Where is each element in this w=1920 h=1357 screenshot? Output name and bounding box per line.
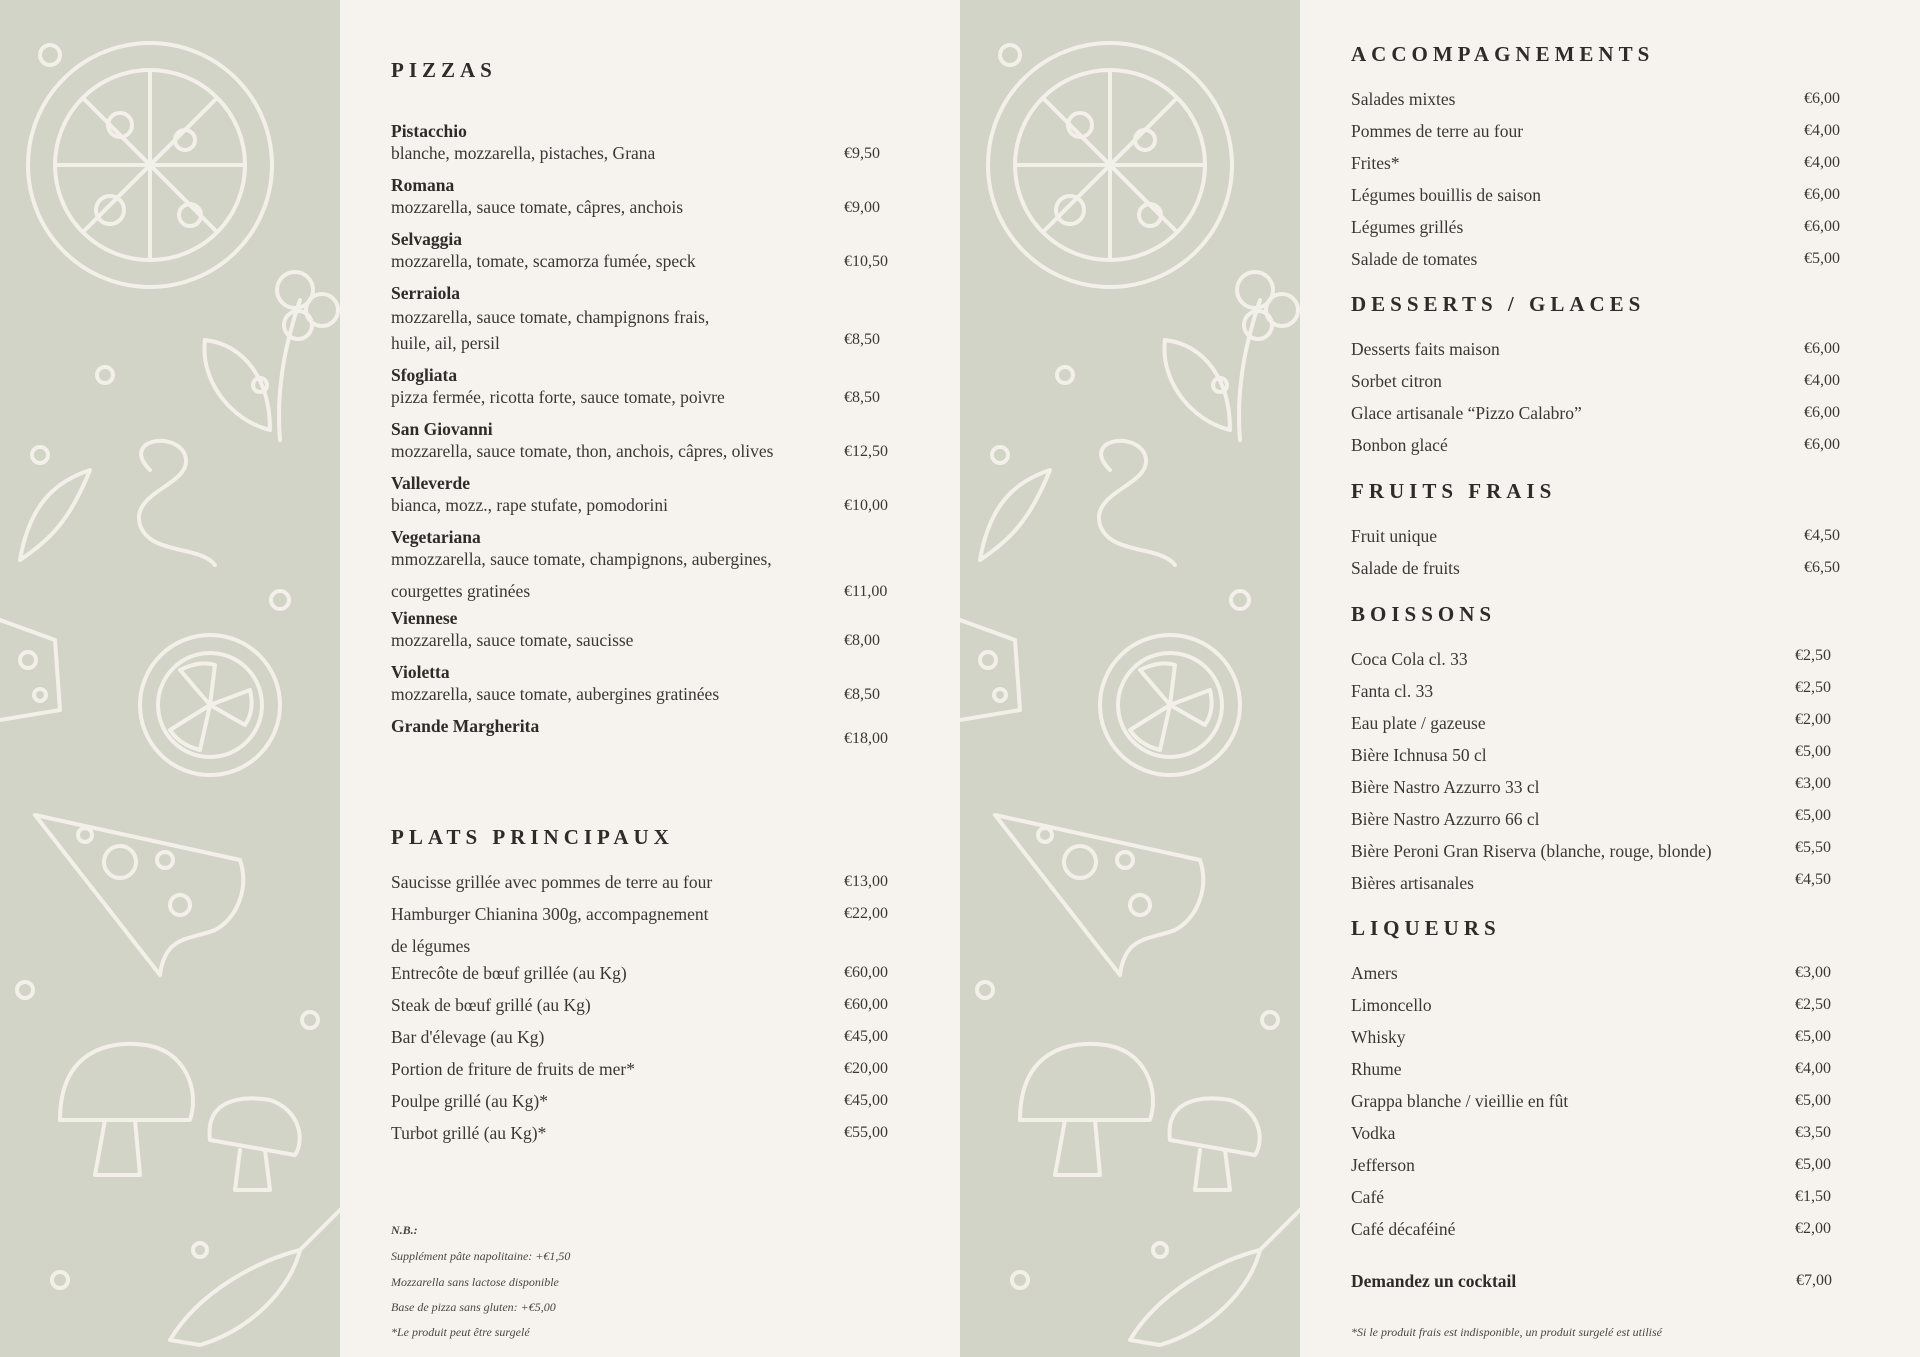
item-label: Portion de friture de fruits de mer*: [391, 1059, 635, 1079]
pizza-price: €11,00: [844, 583, 888, 600]
plat-row: [391, 963, 911, 987]
pizza-item: [391, 365, 911, 409]
item-price: €60,00: [844, 964, 888, 981]
item-label: Rhume: [1351, 1059, 1402, 1079]
pizza-slice-icon: [995, 815, 1203, 975]
note-line: Supplément pâte napolitaine: +€1,50: [391, 1249, 571, 1263]
section-title-desserts: DESSERTS / GLACES: [1351, 292, 1646, 316]
item-label: Jefferson: [1351, 1155, 1415, 1175]
pizza-description: huile, ail, persil: [391, 333, 500, 353]
mushroom-icon: [60, 1044, 300, 1190]
item-label: Saucisse grillée avec pommes de terre au four: [391, 872, 713, 892]
item-price: €2,50: [1795, 647, 1831, 664]
item-price: €6,00: [1804, 404, 1840, 421]
section-title-plats: PLATS PRINCIPAUX: [391, 825, 674, 849]
item-price: €2,00: [1795, 711, 1831, 728]
pizza-price: €8,50: [844, 389, 880, 406]
plat-row: [391, 872, 911, 896]
pizza-item: [391, 716, 911, 760]
item-price: €3,50: [1795, 1124, 1831, 1141]
pizza-price: €18,00: [844, 730, 888, 747]
item-price: €5,00: [1795, 743, 1831, 760]
pizza-price: €9,00: [844, 199, 880, 216]
pizza-name: Valleverde: [391, 473, 471, 493]
liqueur-row: [1351, 1027, 1851, 1051]
item-price: €2,50: [1795, 679, 1831, 696]
item-price: €6,00: [1804, 340, 1840, 357]
section-title-fruits: FRUITS FRAIS: [1351, 479, 1557, 503]
cheese-icon: [0, 620, 60, 720]
item-label: Hamburger Chianina 300g, accompagnement: [391, 904, 709, 924]
accompagnement-row: [1351, 185, 1851, 209]
item-label: Vodka: [1351, 1123, 1396, 1143]
item-price: €2,00: [1795, 1220, 1831, 1237]
item-price: €20,00: [844, 1060, 888, 1077]
plat-row: [391, 904, 911, 960]
item-price: €60,00: [844, 996, 888, 1013]
item-label: Coca Cola cl. 33: [1351, 649, 1468, 669]
item-price: €4,00: [1804, 372, 1840, 389]
item-label: Bière Peroni Gran Riserva (blanche, rouge, blonde): [1351, 841, 1712, 861]
doodle-strip-middle: [960, 0, 1300, 1357]
item-label: Bonbon glacé: [1351, 435, 1448, 455]
pizza-price: €9,50: [844, 145, 880, 162]
item-label: Amers: [1351, 963, 1398, 983]
item-label: Turbot grillé (au Kg)*: [391, 1123, 547, 1143]
pizza-name: Violetta: [391, 662, 450, 682]
item-label: Salade de fruits: [1351, 558, 1460, 578]
pizza-item: [391, 419, 911, 463]
item-label: Pommes de terre au four: [1351, 121, 1524, 141]
liqueur-row: [1351, 1155, 1851, 1179]
pizza-price: €8,50: [844, 331, 880, 348]
notes-title: N.B.:: [391, 1223, 418, 1237]
item-label: Grappa blanche / vieillie en fût: [1351, 1091, 1569, 1111]
item-price: €5,00: [1795, 1156, 1831, 1173]
boisson-row: [1351, 713, 1851, 737]
boisson-row: [1351, 681, 1851, 705]
item-label: Fruit unique: [1351, 526, 1438, 546]
pizza-slice-icon: [35, 815, 243, 975]
item-label: Sorbet citron: [1351, 371, 1442, 391]
item-label: Poulpe grillé (au Kg)*: [391, 1091, 548, 1111]
item-label: Desserts faits maison: [1351, 339, 1500, 359]
note-line: Mozzarella sans lactose disponible: [391, 1275, 559, 1289]
item-label: Steak de bœuf grillé (au Kg): [391, 995, 591, 1015]
item-label: Frites*: [1351, 153, 1400, 173]
pizza-price: €8,50: [844, 686, 880, 703]
pizza-description: mozzarella, sauce tomate, thon, anchois, câpres, olives: [391, 441, 774, 461]
dessert-row: [1351, 371, 1851, 395]
pizza-price: €8,00: [844, 632, 880, 649]
liqueur-row: [1351, 1123, 1851, 1147]
item-price: €4,50: [1795, 871, 1831, 888]
item-label: Bières artisanales: [1351, 873, 1474, 893]
liqueur-row: [1351, 963, 1851, 987]
item-label: Salades mixtes: [1351, 89, 1456, 109]
pizza-item: [391, 229, 911, 273]
pizza-description: mozzarella, sauce tomate, saucisse: [391, 630, 634, 650]
item-price: €6,00: [1804, 90, 1840, 107]
dessert-row: [1351, 403, 1851, 427]
item-label: Fanta cl. 33: [1351, 681, 1434, 701]
plat-row: [391, 1091, 911, 1115]
note-line: Base de pizza sans gluten: +€5,00: [391, 1300, 556, 1314]
item-label: Glace artisanale “Pizzo Calabro”: [1351, 403, 1582, 423]
item-price: €5,00: [1795, 1028, 1831, 1045]
pizza-name: San Giovanni: [391, 419, 493, 439]
pizza-item: [391, 608, 911, 652]
plat-row: [391, 1123, 911, 1147]
item-label: Whisky: [1351, 1027, 1406, 1047]
item-label: Bière Nastro Azzurro 33 cl: [1351, 777, 1540, 797]
item-price: €2,50: [1795, 996, 1831, 1013]
item-price: €13,00: [844, 873, 888, 890]
doodle-strip-left: [0, 0, 340, 1357]
plat-row: [391, 1059, 911, 1083]
item-label: Légumes grillés: [1351, 217, 1464, 237]
cheese-icon: [960, 620, 1020, 720]
pizza-price: €12,50: [844, 443, 888, 460]
tomato-slice-icon: [140, 635, 280, 775]
basil-icon: [204, 272, 338, 440]
item-price: €3,00: [1795, 775, 1831, 792]
pizza-icon: [28, 43, 272, 287]
item-price: €5,00: [1804, 250, 1840, 267]
item-label: Bar d'élevage (au Kg): [391, 1027, 545, 1047]
pizza-name: Vegetariana: [391, 527, 481, 547]
pizza-description: mmozzarella, sauce tomate, champignons, aubergines,: [391, 549, 772, 569]
note-line: *Le produit peut être surgelé: [391, 1325, 530, 1339]
boisson-row: [1351, 873, 1851, 897]
boisson-row: [1351, 809, 1851, 833]
item-label: Café décaféiné: [1351, 1219, 1456, 1239]
plat-row: [391, 995, 911, 1019]
accompagnement-row: [1351, 153, 1851, 177]
pizza-description: bianca, mozz., rape stufate, pomodorini: [391, 495, 668, 515]
accompagnement-row: [1351, 217, 1851, 241]
section-title-boissons: BOISSONS: [1351, 602, 1497, 626]
pizza-description: pizza fermée, ricotta forte, sauce tomate, poivre: [391, 387, 725, 407]
item-price: €5,00: [1795, 807, 1831, 824]
pizza-description: mozzarella, sauce tomate, champignons frais,: [391, 307, 710, 327]
liqueur-row: [1351, 995, 1851, 1019]
pizza-description: mozzarella, sauce tomate, câpres, anchois: [391, 197, 684, 217]
item-label: Limoncello: [1351, 995, 1432, 1015]
section-title-liqueurs: LIQUEURS: [1351, 916, 1501, 940]
liqueur-row: [1351, 1219, 1851, 1243]
item-price: €45,00: [844, 1028, 888, 1045]
accompagnement-row: [1351, 249, 1851, 273]
pizza-item: [391, 527, 911, 599]
section-title-pizzas: PIZZAS: [391, 58, 497, 82]
knife-icon: [1130, 1210, 1300, 1345]
item-label: Légumes bouillis de saison: [1351, 185, 1542, 205]
item-label: Bière Nastro Azzurro 66 cl: [1351, 809, 1540, 829]
item-price: €22,00: [844, 905, 888, 922]
pizza-description: mozzarella, tomate, scamorza fumée, speck: [391, 251, 696, 271]
cocktail-price: €7,00: [1796, 1272, 1832, 1289]
item-price: €5,00: [1795, 1092, 1831, 1109]
item-price: €6,00: [1804, 436, 1840, 453]
pizza-name: Sfogliata: [391, 365, 458, 385]
pizza-description: courgettes gratinées: [391, 581, 531, 601]
plat-row: [391, 1027, 911, 1051]
pizza-name: Pistacchio: [391, 121, 467, 141]
cocktail-row: [1351, 1271, 1841, 1295]
chili-icon: [20, 441, 215, 565]
mushroom-icon: [1020, 1044, 1260, 1190]
pizza-item: [391, 662, 911, 706]
item-label: Salade de tomates: [1351, 249, 1478, 269]
item-label: Bière Ichnusa 50 cl: [1351, 745, 1487, 765]
item-price: €4,00: [1804, 154, 1840, 171]
liqueur-row: [1351, 1059, 1851, 1083]
pizza-item: [391, 473, 911, 517]
pizza-description: mozzarella, sauce tomate, aubergines gratinées: [391, 684, 720, 704]
item-price: €45,00: [844, 1092, 888, 1109]
item-price: €3,00: [1795, 964, 1831, 981]
knife-icon: [170, 1210, 340, 1345]
item-price: €6,00: [1804, 218, 1840, 235]
boisson-row: [1351, 745, 1851, 769]
pizza-name: Grande Margherita: [391, 716, 540, 736]
pizza-name: Viennese: [391, 608, 458, 628]
item-label-continued: de légumes: [391, 936, 471, 956]
boisson-row: [1351, 841, 1851, 865]
fruit-row: [1351, 526, 1851, 550]
section-title-accompagnements: ACCOMPAGNEMENTS: [1351, 42, 1655, 66]
item-label: Entrecôte de bœuf grillée (au Kg): [391, 963, 627, 983]
item-price: €55,00: [844, 1124, 888, 1141]
pizza-item: [391, 121, 911, 165]
pizza-price: €10,00: [844, 497, 888, 514]
pizza-item: [391, 175, 911, 219]
pizza-item: [391, 283, 911, 355]
fruit-row: [1351, 558, 1851, 582]
boisson-row: [1351, 777, 1851, 801]
liqueur-row: [1351, 1091, 1851, 1115]
accompagnement-row: [1351, 121, 1851, 145]
item-label: Eau plate / gazeuse: [1351, 713, 1486, 733]
pizza-icon: [988, 43, 1232, 287]
chili-icon: [980, 441, 1175, 565]
pizza-name: Serraiola: [391, 283, 461, 303]
pizza-name: Selvaggia: [391, 229, 462, 249]
item-price: €6,50: [1804, 559, 1840, 576]
item-price: €4,00: [1804, 122, 1840, 139]
boisson-row: [1351, 649, 1851, 673]
item-price: €1,50: [1795, 1188, 1831, 1205]
liqueur-row: [1351, 1187, 1851, 1211]
footnote: *Si le produit frais est indisponible, un produit surgelé est utilisé: [1351, 1325, 1662, 1339]
basil-icon: [1164, 272, 1298, 440]
accompagnement-row: [1351, 89, 1851, 113]
item-price: €4,50: [1804, 527, 1840, 544]
dessert-row: [1351, 435, 1851, 459]
pizza-description: blanche, mozzarella, pistaches, Grana: [391, 143, 656, 163]
item-price: €5,50: [1795, 839, 1831, 856]
item-price: €6,00: [1804, 186, 1840, 203]
pizza-name: Romana: [391, 175, 455, 195]
cocktail-label: Demandez un cocktail: [1351, 1271, 1517, 1291]
dessert-row: [1351, 339, 1851, 363]
tomato-slice-icon: [1100, 635, 1240, 775]
item-label: Café: [1351, 1187, 1385, 1207]
item-price: €4,00: [1795, 1060, 1831, 1077]
pizza-price: €10,50: [844, 253, 888, 270]
